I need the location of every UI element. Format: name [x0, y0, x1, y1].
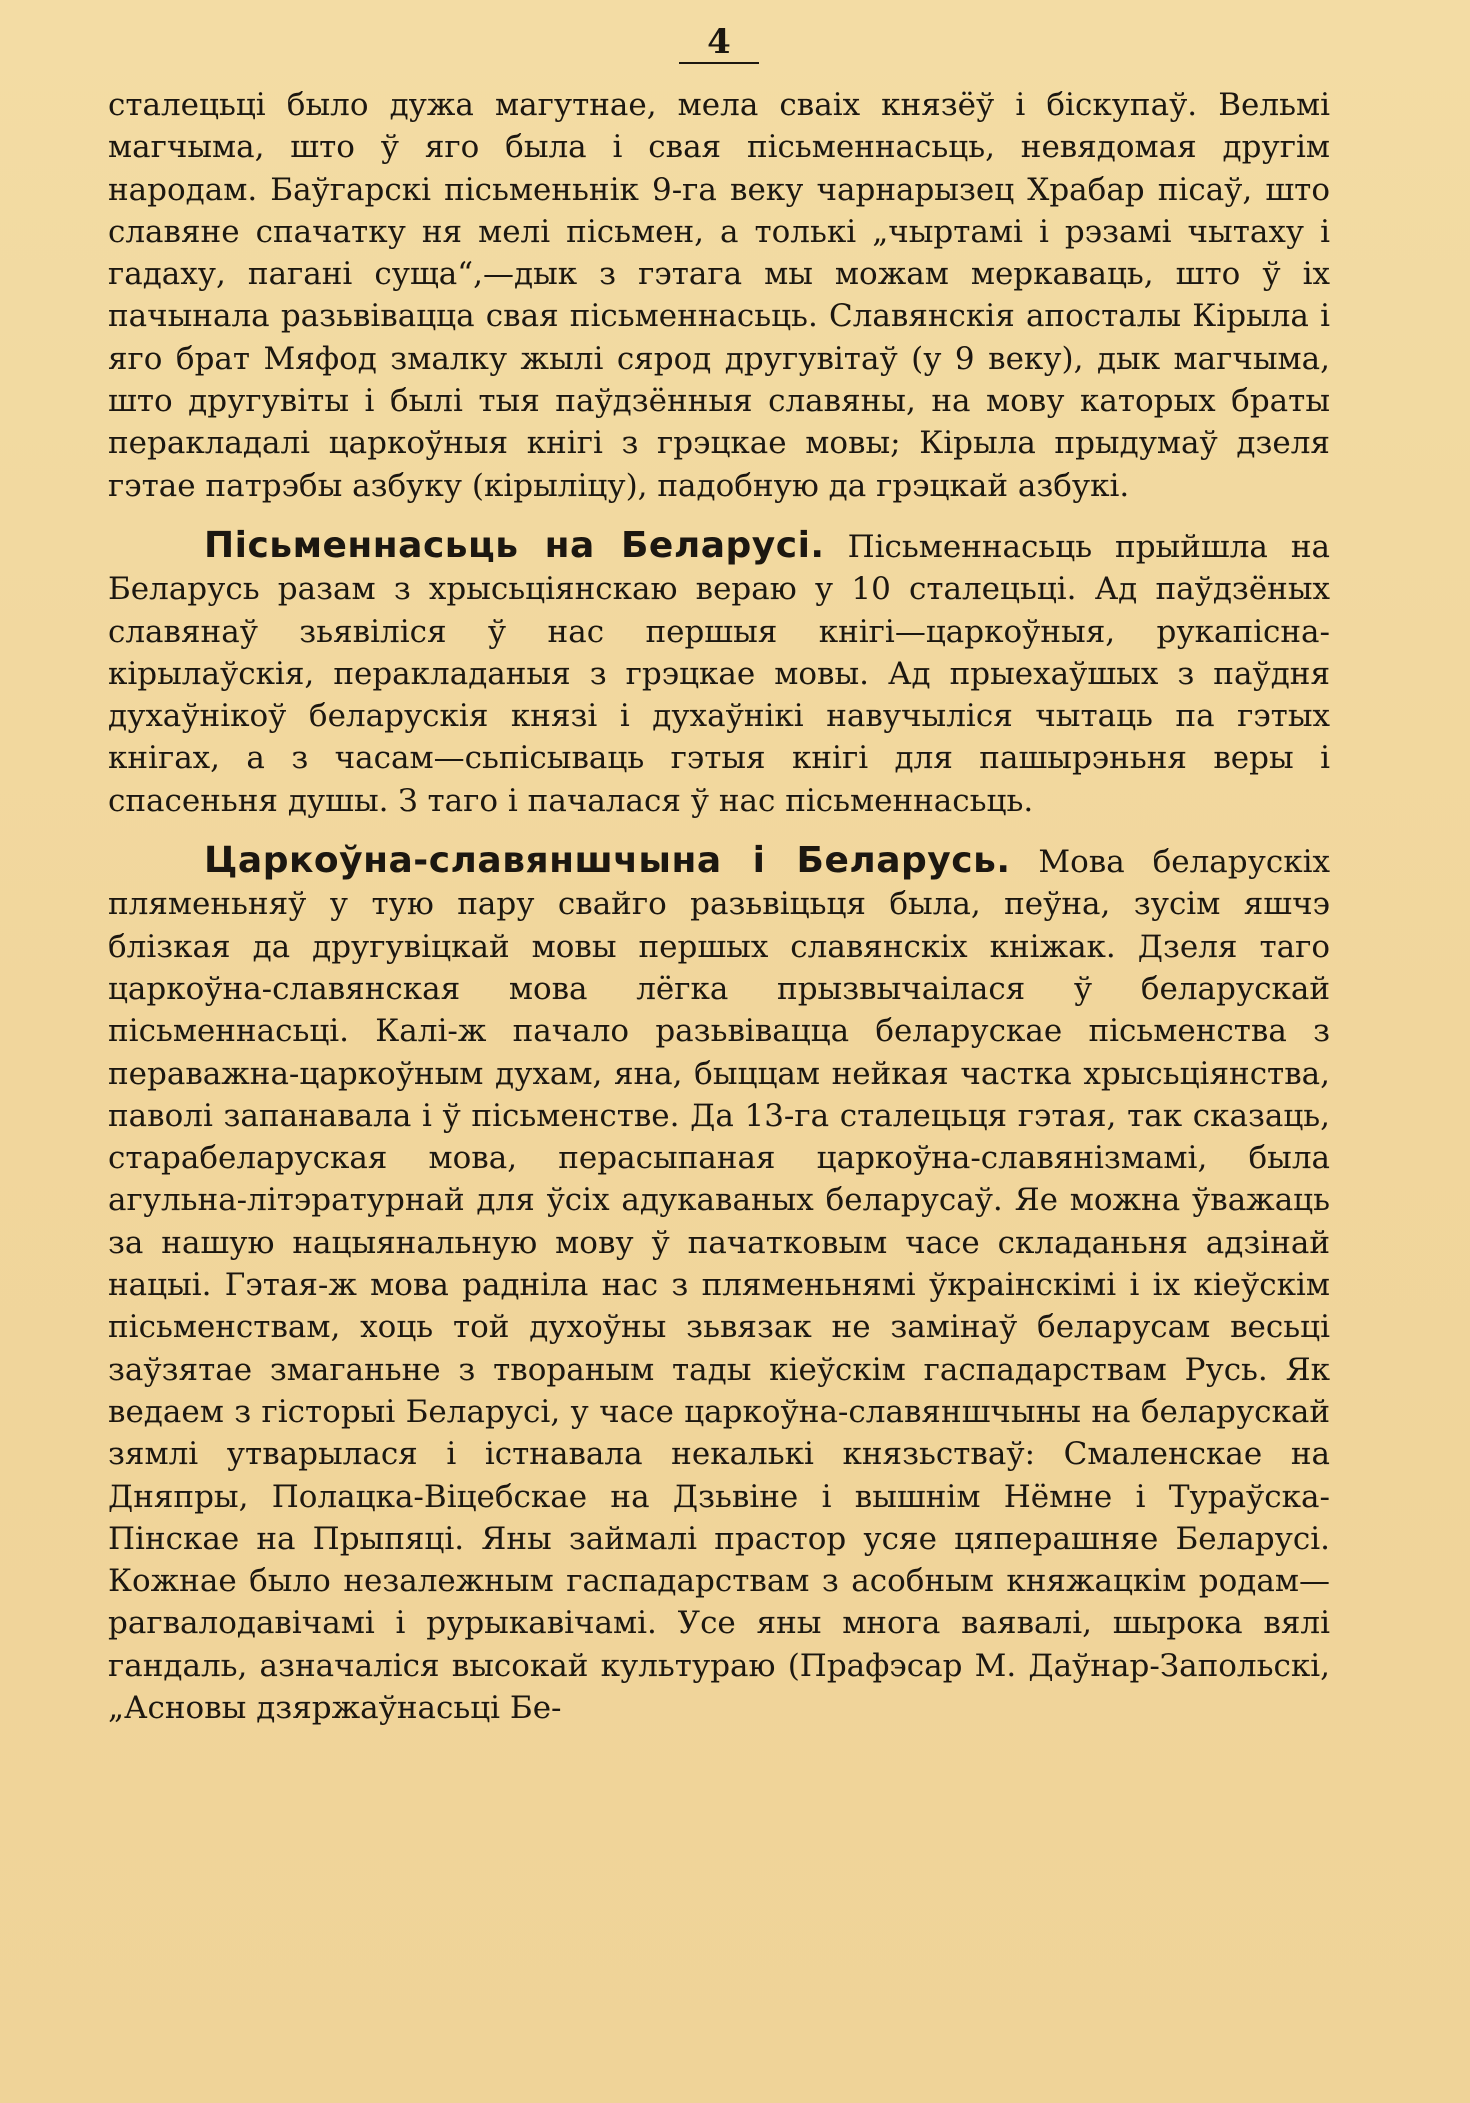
paragraph-church-slavonic [108, 840, 1330, 1729]
paragraph-body: Мова беларускіх пляменьняў у тую пару свайго разьвіцьця была, пеўна, зусім яшчэ блізкая да другувіцкай мовы першых славянскіх кніжак. Дзеля таго царкоўна-славянская мова лёгка прызвычаілася ў беларускай пісьменнасьці. Калі-ж пачало разьвівацца беларускае пісьменства з пераважна-царкоўным духам, яна, быццам нейкая частка хрысьціянства, паволі запанавала і ў пісьменстве. Да 13-га сталецьця гэтая, так сказаць, старабеларуская мова, перасыпаная царкоўна-славянізмамі, была агульна-літэратурнай для ўсіх адукаваных беларусаў. Яе можна ўважаць за нашую нацыянальную мову ў пачатковым часе складаньня адзінай нацыі. Гэтая-ж мова раднiла нас з пляменьнямі ўкраінскімі і іх кіеўскім пісьменствам, хоць той духоўны зьвязак не замінаў беларусам весьці заўзятае змаганьне з твораным тады кіеўскім гаспадарствам Русь. Як ведаем з гісторыі Беларусі, у часе царкоўна-славяншчыны на беларускай зямлі утварылася і істнавала некалькі князьстваў: Смаленскае на Дняпры, Полацка-Віцебскае на Дзьвіне і вышнім Нёмне і Тураўска-Пінскае на Прыпяці. Яны займалі прастор усяе цяперашняе Беларусі. Кожнае было незалежным гаспадарствам з асобным княжацкім родам—рагвалодавічамі і рурыкавічамі. Усе яны многа ваявалі, шырока вялі гандаль, азначаліся высокай культураю (Прафэсар М. Даўнар-Запольскі, „Асновы дзяржаўнасьці Бе- [108, 844, 1330, 1726]
page-number: 4 [108, 22, 1330, 64]
paragraph-body: Пісьменнасьць прыйшла на Беларусь разам з хрысьціянскаю вераю у 10 сталецьці. Ад паўдзёных славянаў зьявіліся ў нас першыя кнігі—царкоўныя, рукапісна-кірылаўскія, перакладаныя з грэцкае мовы. Ад прыехаўшых з паўдня духаўнікоў беларускія князі і духаўнікі навучыліся чытаць па гэтых кнігах, а з часам—сьпісываць гэтыя кнігі для пашырэньня веры і спасеньня душы. З таго і пачалася ў нас пісьменнасьць. [108, 528, 1331, 819]
paragraph-writing-in-belarus [108, 525, 1330, 822]
section-heading: Царкоўна-славяншчына і Беларусь. [204, 840, 1011, 882]
paragraph-intro: сталецьці было дужа магутнае, мела сваіх князёў і біскупаў. Вельмі магчыма, што ў яго была і свая пісьменнасьць, невядомая другім народам. Баўгарскі пісьменьнік 9-га веку чарнарызец Храбар пісаў, што славяне спачатку ня мелі пісьмен, а толькі „чыртамі і рэзамі чытаху і гадаху, пагані суща“,—дык з гэтага мы можам меркаваць, што ў іх пачынала разьвівацца свая пісьменнасьць. Славянскія апосталы Кірыла і яго брат Мяфод змалку жылі сярод другувітаў (у 9 веку), дык магчыма, што другувіты і былі тыя паўдзённыя славяны, на мову каторых браты перакладалі царкоўныя кнігі з грэцкае мовы; Кірыла прыдумаў дзеля гэтае патрэбы азбуку (кірыліцу), падобную да грэцкай азбукі. [108, 87, 1330, 504]
section-heading: Пісьменнасьць на Беларусі. [204, 524, 825, 566]
